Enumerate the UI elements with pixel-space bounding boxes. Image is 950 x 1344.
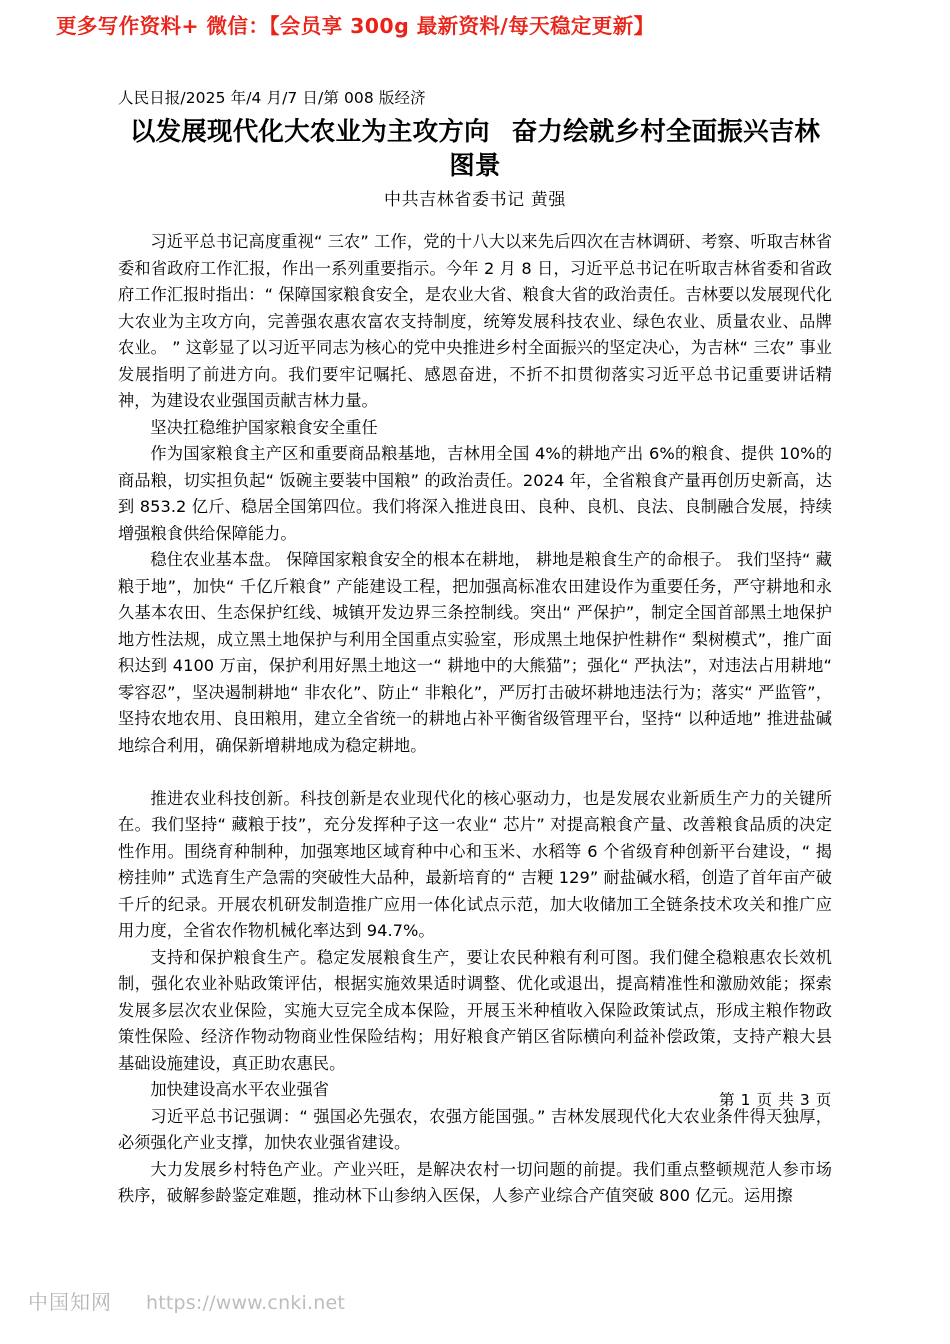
paragraph: 作为国家粮食主产区和重要商品粮基地，吉林用全国 4%的耕地产出 6%的粮食、提供 10%的商品粮，切实担负起“ 饭碗主要装中国粮” 的政治责任。2024 年，全省粮食产量再创历史新高，达到 853.2 亿斤、稳居全国第四位。我们将深入推进良田、良种、良机、良法、良制融合发展，持续增强粮食供给保障能力。 xyxy=(118,444,832,543)
page-number-label: 第 1 页 共 3 页 xyxy=(719,1091,832,1109)
paragraph: 习近平总书记高度重视“ 三农” 工作，党的十八大以来先后四次在吉林调研、考察、听取吉林省委和省政府工作汇报，作出一系列重要指示。今年 2 月 8 日，习近平总书记在听取吉林省委和省政府工作汇报时指出：“ 保障国家粮食安全，是农业大省、粮食大省的政治责任。吉林要以发展现代化大农业为主攻方向，完善强农惠农富农支持制度，统筹发展科技农业、绿色农业、质量农业、品牌农业。 ” 这彰显了以习近平同志为核心的党中央推进乡村全面振兴的坚定决心，为吉林“ 三农” 事业发展指明了前进方向。我们要牢记嘱托、感恩奋进，不折不扣贯彻落实习近平总书记重要讲话精神，为建设农业强国贡献吉林力量。 xyxy=(118,232,832,410)
section-heading-grain-security: 坚决扛稳维护国家粮食安全重任 xyxy=(150,417,378,437)
cnki-url-label: https://www.cnki.net xyxy=(146,1292,346,1314)
cnki-watermark xyxy=(28,1286,345,1315)
cnki-name-label: 中国知网 xyxy=(28,1290,112,1314)
article-container xyxy=(118,88,832,1210)
headline-part-2: 奋力绘就乡村全面振兴吉林图景 xyxy=(449,117,821,181)
article-source-line: 人民日报/2025 年/4 月/7 日/第 008 版经济 xyxy=(118,89,426,107)
paragraph: 习近平总书记强调：“ 强国必先强农，农强方能国强。” 吉林发展现代化大农业条件得天独厚，必须强化产业支撑，加快农业强省建设。 xyxy=(118,1106,832,1152)
paragraph: 大力发展乡村特色产业。产业兴旺，是解决农村一切问题的前提。我们重点整顿规范人参市场秩序，破解参龄鉴定难题，推动林下山参纳入医保，人参产业综合产值突破 800 亿元。运用擦 xyxy=(118,1159,832,1205)
page-title xyxy=(118,115,832,183)
article-byline: 中共吉林省委书记 黄强 xyxy=(383,190,566,210)
paragraph: 稳住农业基本盘。 保障国家粮食安全的根本在耕地， 耕地是粮食生产的命根子。 我们坚持“ 藏粮于地”，加快“ 千亿斤粮食” 产能建设工程，把加强高标准农田建设作为重要任务，严守耕地和永久基本农田、生态保护红线、城镇开发边界三条控制线。突出“ 严保护”，制定全国首部黑土地保护地方性法规，成立黑土地保护与利用全国重点实验室，形成黑土地保护性耕作“ 梨树模式”，推广面积达到 4100 万亩，保护利用好黑土地这一“ 耕地中的大熊猫”；强化“ 严执法”，对违法占用耕地“ 零容忍”，坚决遏制耕地“ 非农化”、防止“ 非粮化”，严厉打击破坏耕地违法行为；落实“ 严监管”，坚持农地农用、良田粮用，建立全省统一的耕地占补平衡省级管理平台，坚持“ 以种适地” 推进盐碱地综合利用，确保新增耕地成为稳定耕地。 xyxy=(118,550,832,755)
article-body xyxy=(118,229,832,1210)
paragraph: 支持和保护粮食生产。稳定发展粮食生产，要让农民种粮有利可图。我们健全稳粮惠农长效机制，强化农业补贴政策评估，根据实施效果适时调整、优化或退出，提高精准性和激励效能；探索发展多层次农业保险，实施大豆完全成本保险，开展玉米种植收入保险政策试点，形成主粮作物政策性保险、经济作物动物商业性保险结构；用好粮食产销区省际横向利益补偿政策，支持产粮大县基础设施建设，真正助农惠民。 xyxy=(118,947,832,1073)
paragraph: 推进农业科技创新。科技创新是农业现代化的核心驱动力，也是发展农业新质生产力的关键所在。我们坚持“ 藏粮于技”，充分发挥种子这一农业“ 芯片” 对提高粮食产量、改善粮食品质的决定性作用。围绕育种制种，加强寒地区域育种中心和玉米、水稻等 6 个省级育种创新平台建设，“ 揭榜挂帅” 式选育生产急需的突破性大品种，最新培育的“ 吉粳 129” 耐盐碱水稻，创造了首年亩产破千斤的纪录。开展农机研发制造推广应用一体化试点示范，加大收储加工全链条技术攻关和推广应用力度，全省农作物机械化率达到 94.7%。 xyxy=(118,788,832,940)
promo-banner-text: 更多写作资料+ 微信：【会员享 300g 最新资料/每天稳定更新】 xyxy=(56,14,655,38)
headline-part-1: 以发展现代化大农业为主攻方向 xyxy=(129,117,490,147)
section-heading-strong-agriculture: 加快建设高水平农业强省 xyxy=(150,1080,330,1099)
